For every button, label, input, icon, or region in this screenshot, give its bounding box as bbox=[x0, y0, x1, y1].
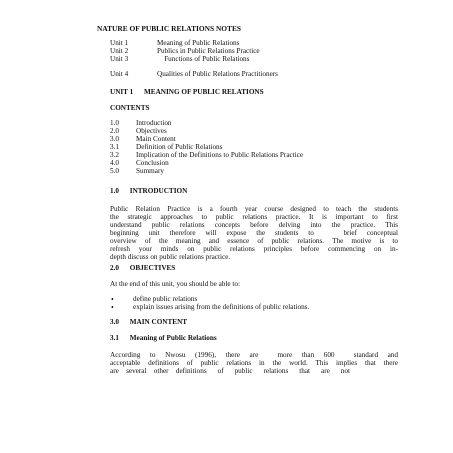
bullet-icon: • bbox=[111, 295, 114, 304]
contents-title: Summary bbox=[136, 167, 164, 175]
unit-title: Meaning of Public Relations bbox=[157, 39, 240, 47]
contents-number: 3.2 bbox=[110, 151, 119, 159]
contents-title: Definition of Public Relations bbox=[136, 143, 223, 151]
unit-title: Qualities of Public Relations Practitioners bbox=[157, 70, 278, 78]
unit-number: Unit 3 bbox=[110, 55, 129, 63]
contents-title: Implication of the Definitions to Public Relations Practice bbox=[136, 151, 304, 159]
section-heading-main-content: 3.0 MAIN CONTENT bbox=[110, 318, 188, 326]
contents-title: Introduction bbox=[136, 119, 172, 127]
contents-title: Conclusion bbox=[136, 159, 169, 167]
contents-number: 4.0 bbox=[110, 159, 119, 167]
unit-heading: UNIT 1 MEANING OF PUBLIC RELATIONS bbox=[110, 88, 264, 96]
objectives-lead: At the end of this unit, you should be able to: bbox=[110, 280, 240, 288]
contents-number: 3.1 bbox=[110, 143, 119, 151]
document-title: NATURE OF PUBLIC RELATIONS NOTES bbox=[97, 24, 242, 33]
paragraph-line: overview of the meaning and essence of public relations. The motive is to bbox=[110, 237, 398, 245]
contents-number: 5.0 bbox=[110, 167, 119, 175]
paragraph-line: beginning unit therefore will expose the students to brief conceptual bbox=[110, 229, 398, 237]
contents-number: 1.0 bbox=[110, 119, 119, 127]
contents-title: Main Content bbox=[136, 135, 176, 143]
unit-title: Publics in Public Relations Practice bbox=[157, 47, 260, 55]
paragraph-line: acceptable definitions of public relations in the world. This implies that there bbox=[110, 359, 398, 367]
paragraph-line: understand public relations concepts before delving into the practice. This bbox=[110, 221, 398, 229]
paragraph-line: refresh your minds on public relations principles before commencing on in- bbox=[110, 245, 398, 253]
paragraph-line: Public Relation Practice is a fourth year course designed to teach the students bbox=[110, 205, 398, 213]
paragraph-line: the strategic approaches to public relations practice. It is important to first bbox=[110, 213, 398, 221]
contents-heading: CONTENTS bbox=[110, 104, 150, 112]
subsection-heading-meaning: 3.1 Meaning of Public Relations bbox=[110, 334, 217, 342]
paragraph-line: According to Nwosu (1996), there are more than 600 standard and bbox=[110, 351, 398, 359]
section-heading-introduction: 1.0 INTRODUCTION bbox=[110, 187, 188, 195]
bullet-text: define public relations bbox=[133, 295, 198, 303]
contents-number: 3.0 bbox=[110, 135, 119, 143]
unit-title: Functions of Public Relations bbox=[157, 55, 250, 63]
bullet-text: explain issues arising from the definitions of public relations. bbox=[133, 303, 310, 311]
unit-number: Unit 1 bbox=[110, 39, 129, 47]
contents-number: 2.0 bbox=[110, 127, 119, 135]
paragraph-line: depth discuss on public relations practice. bbox=[110, 253, 231, 261]
unit-number: Unit 4 bbox=[110, 70, 129, 78]
bullet-icon: • bbox=[111, 303, 114, 312]
paragraph-line: are several other definitions of public relations that are not bbox=[110, 367, 350, 375]
unit-number: Unit 2 bbox=[110, 47, 129, 55]
contents-title: Objectives bbox=[136, 127, 167, 135]
section-heading-objectives: 2.0 OBJECTIVES bbox=[110, 264, 176, 272]
